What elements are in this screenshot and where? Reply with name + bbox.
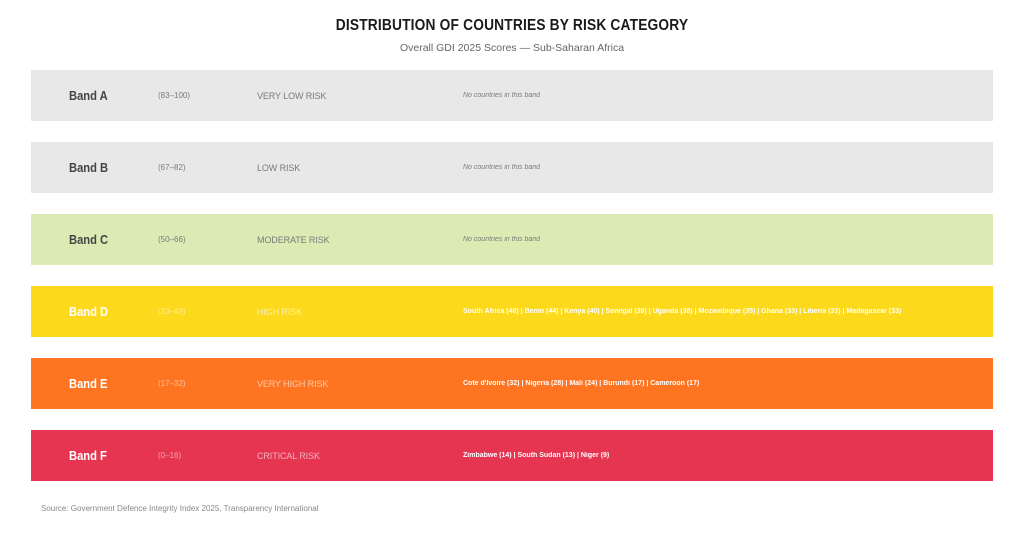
band-risk-label: HIGH RISK [257, 306, 303, 317]
band-countries: No countries in this band [463, 164, 541, 171]
band-range: (67–82) [158, 163, 186, 172]
band-risk-label: VERY HIGH RISK [257, 378, 329, 389]
band-range: (0–16) [158, 451, 182, 460]
source-note: Source: Government Defence Integrity Index 2025, Transparency International [41, 504, 319, 513]
band-risk-label: VERY LOW RISK [257, 90, 327, 101]
band-row-e [31, 358, 993, 409]
band-row-a [31, 70, 993, 121]
band-row-c [31, 214, 993, 265]
chart-title: DISTRIBUTION OF COUNTRIES BY RISK CATEGORY [335, 17, 689, 34]
risk-bands [31, 70, 993, 502]
band-name: Band A [69, 88, 108, 103]
band-risk-label: LOW RISK [257, 162, 301, 173]
band-countries: Cote d'Ivoire (32) | Nigeria (28) | Mali (24) | Burundi (17) | Cameroon (17) [463, 380, 700, 387]
band-row-f [31, 430, 993, 481]
band-name: Band C [69, 232, 109, 247]
band-row-d [31, 286, 993, 337]
chart-subtitle: Overall GDI 2025 Scores — Sub-Saharan Africa [399, 42, 625, 54]
band-countries: No countries in this band [463, 92, 541, 99]
band-range: (17–32) [158, 379, 186, 388]
band-name: Band E [69, 376, 108, 391]
band-name: Band D [69, 304, 109, 319]
band-countries: No countries in this band [463, 236, 541, 243]
band-countries: South Africa (48) | Benin (44) | Kenya (40) | Senegal (39) | Uganda (38) | Mozambique (35) | Ghana (33) | Liberia (33) | Madagascar (33) [463, 308, 902, 315]
band-range: (50–66) [158, 235, 186, 244]
band-row-b [31, 142, 993, 193]
band-risk-label: MODERATE RISK [257, 234, 330, 245]
band-name: Band F [69, 448, 107, 463]
band-countries: Zimbabwe (14) | South Sudan (13) | Niger (9) [463, 452, 610, 459]
band-range: (33–49) [158, 307, 186, 316]
band-range: (83–100) [158, 91, 191, 100]
band-risk-label: CRITICAL RISK [257, 450, 320, 461]
band-name: Band B [69, 160, 109, 175]
